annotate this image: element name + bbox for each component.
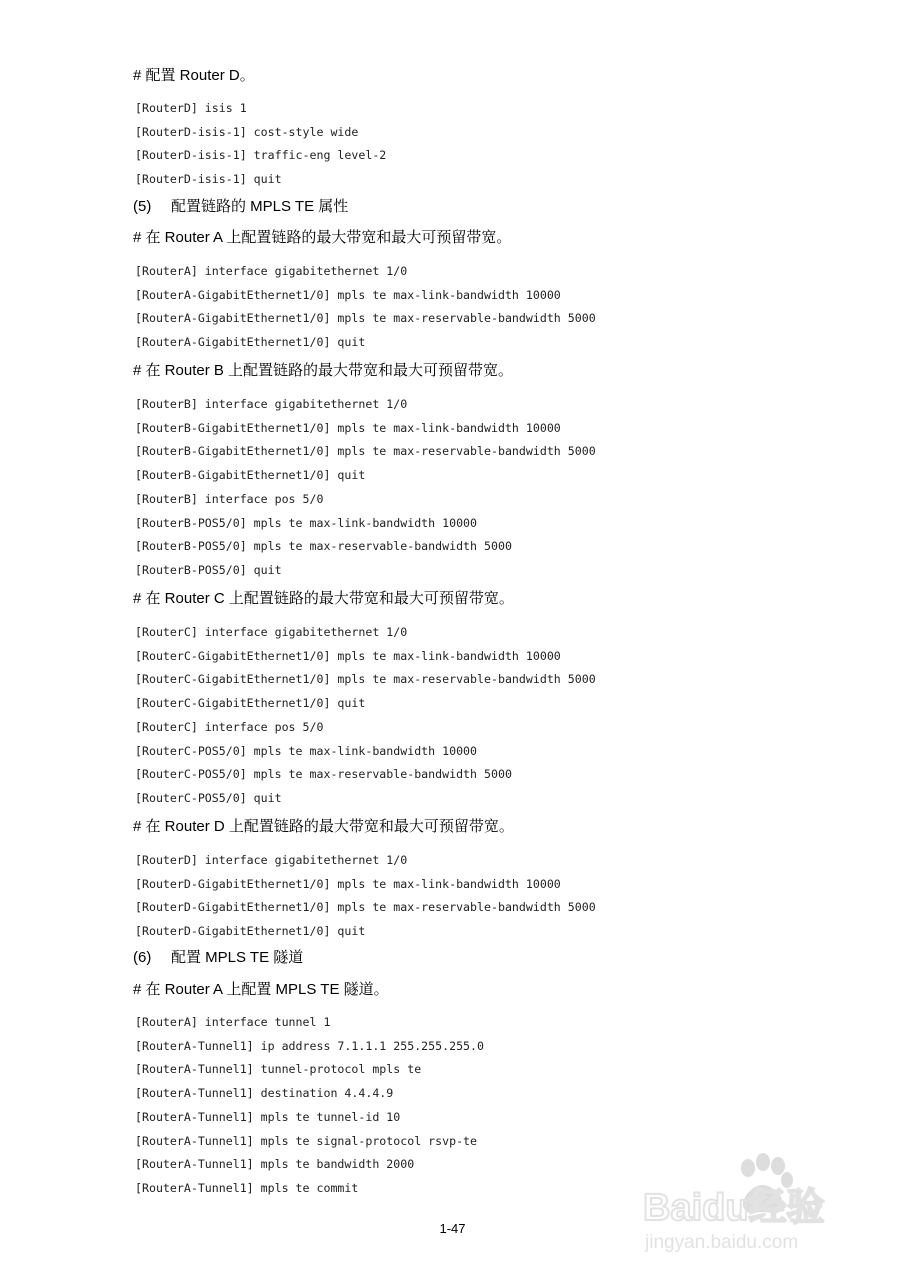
code-line: [RouterD-isis-1] traffic-eng level-2 bbox=[135, 148, 387, 163]
code-line: [RouterA-Tunnel1] destination 4.4.4.9 bbox=[135, 1086, 394, 1101]
code-line: [RouterA-GigabitEthernet1/0] quit bbox=[135, 335, 366, 350]
section-heading: # 在 Router D 上配置链路的最大带宽和最大可预留带宽。 bbox=[133, 818, 514, 835]
code-line: [RouterC-POS5/0] mpls te max-link-bandwidth 10000 bbox=[135, 743, 478, 758]
code-line: [RouterD-GigabitEthernet1/0] mpls te max-link-bandwidth 10000 bbox=[135, 876, 561, 891]
code-line: [RouterD] isis 1 bbox=[135, 101, 247, 115]
code-line: [RouterC] interface pos 5/0 bbox=[135, 719, 324, 734]
code-line: [RouterD-GigabitEthernet1/0] quit bbox=[135, 924, 366, 939]
code-line: [RouterA-Tunnel1] mpls te signal-protocol rsvp-te bbox=[135, 1133, 478, 1148]
code-line: [RouterA-Tunnel1] mpls te bandwidth 2000 bbox=[135, 1157, 415, 1172]
code-line: [RouterA] interface gigabitethernet 1/0 bbox=[135, 264, 408, 278]
code-line: [RouterC-GigabitEthernet1/0] quit bbox=[135, 696, 366, 711]
section-heading: # 在 Router C 上配置链路的最大带宽和最大可预留带宽。 bbox=[133, 590, 514, 607]
step-title: 配置 MPLS TE 隧道 bbox=[171, 949, 304, 966]
code-line: [RouterB] interface pos 5/0 bbox=[135, 491, 324, 506]
code-line: [RouterB] interface gigabitethernet 1/0 bbox=[135, 397, 408, 411]
section-heading: # 在 Router A 上配置 MPLS TE 隧道。 bbox=[133, 981, 389, 998]
code-line: [RouterC-POS5/0] mpls te max-reservable-bandwidth 5000 bbox=[135, 767, 512, 782]
section-heading: # 在 Router B 上配置链路的最大带宽和最大可预留带宽。 bbox=[133, 362, 514, 379]
page-number: 1-47 bbox=[439, 1221, 466, 1236]
code-line: [RouterA-Tunnel1] tunnel-protocol mpls te bbox=[135, 1062, 422, 1077]
code-line: [RouterB-GigabitEthernet1/0] quit bbox=[135, 468, 366, 483]
step-number: (5) bbox=[133, 198, 152, 215]
code-line: [RouterB-POS5/0] mpls te max-link-bandwidth 10000 bbox=[135, 515, 478, 530]
code-line: [RouterC-GigabitEthernet1/0] mpls te max-reservable-bandwidth 5000 bbox=[135, 672, 596, 687]
code-line: [RouterD-GigabitEthernet1/0] mpls te max-reservable-bandwidth 5000 bbox=[135, 900, 596, 915]
code-line: [RouterB-POS5/0] mpls te max-reservable-bandwidth 5000 bbox=[135, 539, 512, 554]
step-heading bbox=[133, 949, 303, 967]
code-line: [RouterC-POS5/0] quit bbox=[135, 790, 282, 805]
code-line: [RouterA] interface tunnel 1 bbox=[135, 1015, 331, 1029]
code-line: [RouterC-GigabitEthernet1/0] mpls te max-link-bandwidth 10000 bbox=[135, 648, 561, 663]
baidu-jingyan-watermark bbox=[635, 1148, 865, 1258]
step-heading bbox=[133, 198, 348, 216]
code-line: [RouterB-GigabitEthernet1/0] mpls te max-link-bandwidth 10000 bbox=[135, 420, 561, 435]
code-line: [RouterB-GigabitEthernet1/0] mpls te max-reservable-bandwidth 5000 bbox=[135, 444, 596, 459]
code-line: [RouterD-isis-1] quit bbox=[135, 172, 282, 187]
code-line: [RouterD-isis-1] cost-style wide bbox=[135, 124, 359, 139]
code-line: [RouterA-Tunnel1] ip address 7.1.1.1 255.255.255.0 bbox=[135, 1038, 485, 1053]
watermark-brand: Baidu经验 bbox=[643, 1187, 825, 1229]
step-title: 配置链路的 MPLS TE 属性 bbox=[171, 198, 349, 215]
section-heading: # 配置 Router D。 bbox=[133, 67, 255, 84]
code-line: [RouterB-POS5/0] quit bbox=[135, 562, 282, 577]
step-number: (6) bbox=[133, 949, 152, 966]
code-line: [RouterA-Tunnel1] mpls te commit bbox=[135, 1180, 359, 1195]
code-line: [RouterA-Tunnel1] mpls te tunnel-id 10 bbox=[135, 1109, 401, 1124]
code-line: [RouterA-GigabitEthernet1/0] mpls te max-reservable-bandwidth 5000 bbox=[135, 311, 596, 326]
code-line: [RouterD] interface gigabitethernet 1/0 bbox=[135, 853, 408, 867]
code-line: [RouterA-GigabitEthernet1/0] mpls te max-link-bandwidth 10000 bbox=[135, 287, 561, 302]
code-line: [RouterC] interface gigabitethernet 1/0 bbox=[135, 625, 408, 639]
section-heading: # 在 Router A 上配置链路的最大带宽和最大可预留带宽。 bbox=[133, 229, 512, 246]
paw-logo-icon bbox=[635, 1148, 865, 1258]
watermark-url: jingyan.baidu.com bbox=[645, 1232, 799, 1253]
